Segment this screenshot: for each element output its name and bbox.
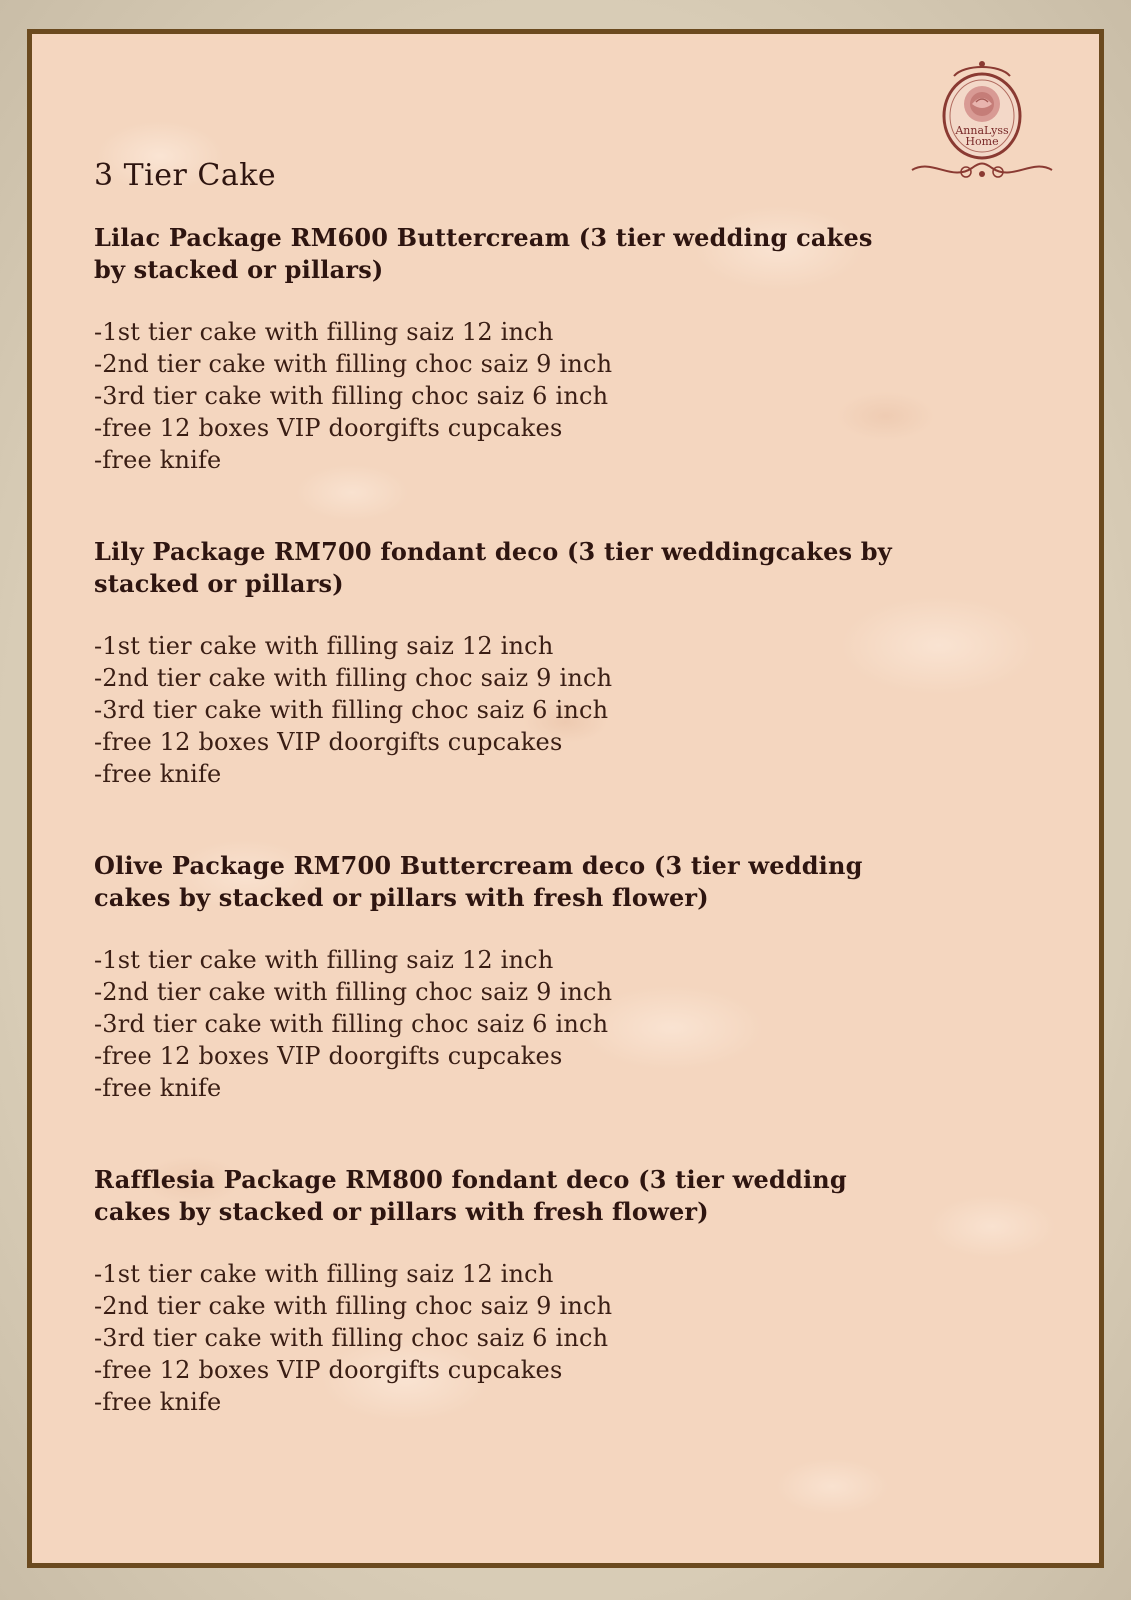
logo-text-line2: Home bbox=[965, 135, 999, 148]
package-items bbox=[94, 944, 894, 1104]
package-items bbox=[94, 316, 894, 476]
package-item: -1st tier cake with filling saiz 12 inch bbox=[94, 318, 554, 346]
package-item: -free 12 boxes VIP doorgifts cupcakes bbox=[94, 414, 563, 442]
package-item: -2nd tier cake with filling choc saiz 9 inch bbox=[94, 350, 613, 378]
package-item: -3rd tier cake with filling choc saiz 6 inch bbox=[94, 696, 609, 724]
package-item: -free 12 boxes VIP doorgifts cupcakes bbox=[94, 728, 563, 756]
package-heading: Lily Package RM700 fondant deco (3 tier weddingcakes by stacked or pillars) bbox=[94, 537, 892, 598]
package-item: -1st tier cake with filling saiz 12 inch bbox=[94, 1260, 554, 1288]
package-lilac bbox=[94, 222, 894, 476]
package-items bbox=[94, 1258, 894, 1418]
package-item: -free knife bbox=[94, 1388, 222, 1416]
package-rafflesia bbox=[94, 1164, 894, 1418]
package-item: -1st tier cake with filling saiz 12 inch bbox=[94, 632, 554, 660]
package-item: -free knife bbox=[94, 446, 222, 474]
package-item: -free knife bbox=[94, 1074, 222, 1102]
package-heading: Lilac Package RM600 Buttercream (3 tier wedding cakes by stacked or pillars) bbox=[94, 223, 873, 284]
package-item: -2nd tier cake with filling choc saiz 9 inch bbox=[94, 664, 613, 692]
package-item: -free knife bbox=[94, 760, 222, 788]
package-item: -3rd tier cake with filling choc saiz 6 inch bbox=[94, 1010, 609, 1038]
package-item: -free 12 boxes VIP doorgifts cupcakes bbox=[94, 1042, 563, 1070]
package-item: -1st tier cake with filling saiz 12 inch bbox=[94, 946, 554, 974]
package-lily bbox=[94, 536, 894, 790]
logo-text-line1: AnnaLyss bbox=[955, 124, 1009, 137]
package-item: -2nd tier cake with filling choc saiz 9 inch bbox=[94, 978, 613, 1006]
package-item: -free 12 boxes VIP doorgifts cupcakes bbox=[94, 1356, 563, 1384]
package-item: -3rd tier cake with filling choc saiz 6 inch bbox=[94, 1324, 609, 1352]
menu-content bbox=[94, 156, 894, 1478]
package-heading: Olive Package RM700 Buttercream deco (3 tier wedding cakes by stacked or pillars with fresh flower) bbox=[94, 851, 863, 912]
package-item: -2nd tier cake with filling choc saiz 9 inch bbox=[94, 1292, 613, 1320]
package-olive bbox=[94, 850, 894, 1104]
package-item: -3rd tier cake with filling choc saiz 6 inch bbox=[94, 382, 609, 410]
menu-page bbox=[27, 29, 1104, 1568]
annalyss-home-logo bbox=[902, 54, 1062, 184]
package-heading: Rafflesia Package RM800 fondant deco (3 tier wedding cakes by stacked or pillars with fresh flower) bbox=[94, 1165, 847, 1226]
page-title: 3 Tier Cake bbox=[94, 158, 277, 193]
package-items bbox=[94, 630, 894, 790]
